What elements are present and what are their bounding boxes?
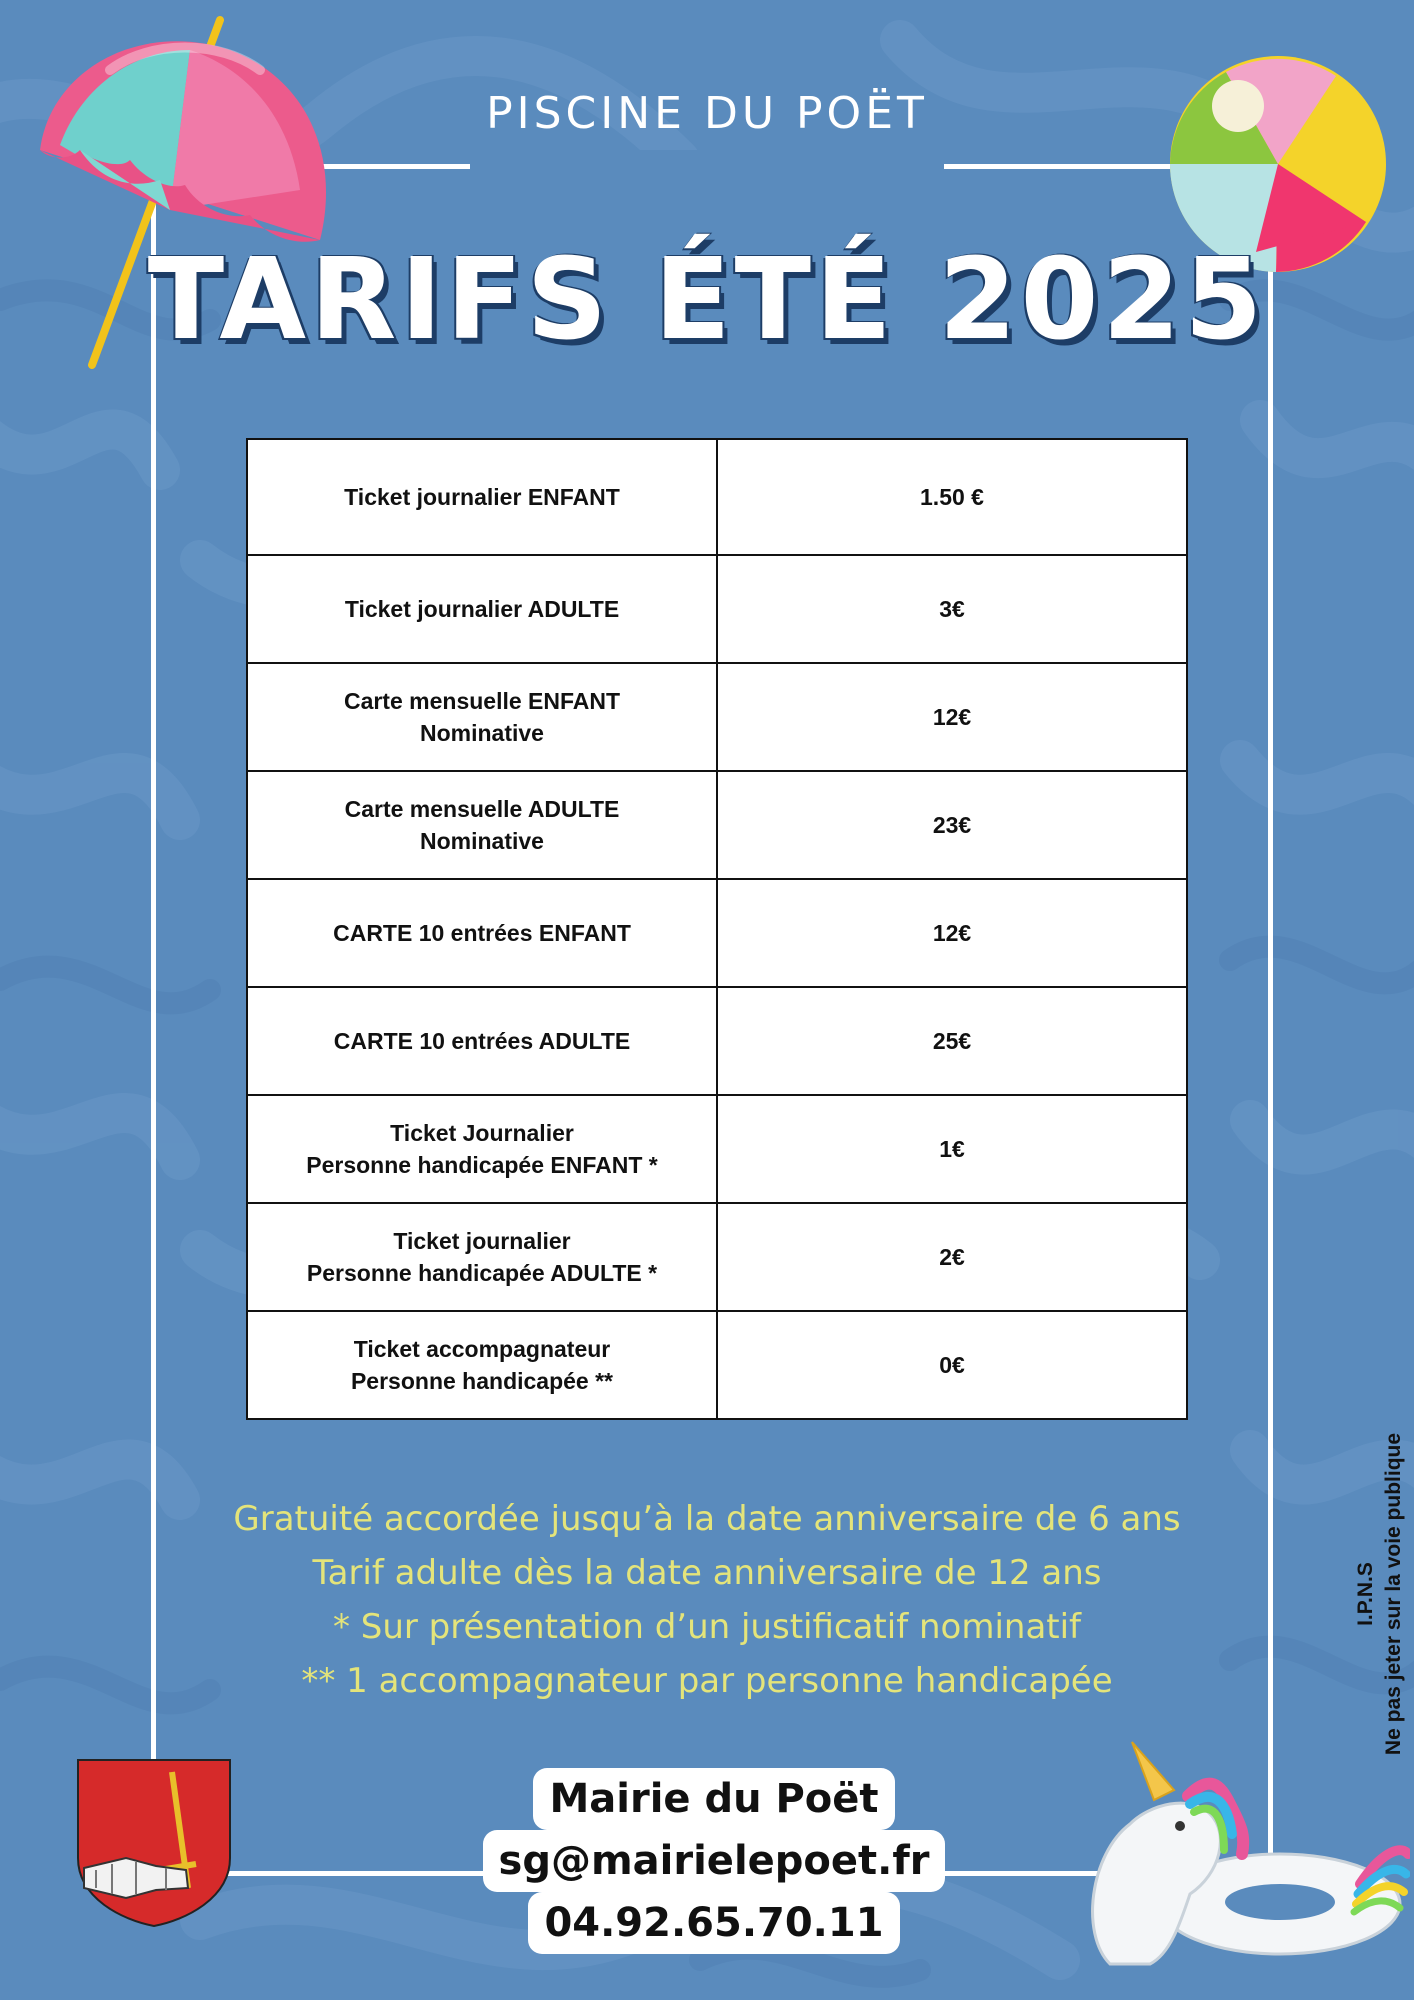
tariff-label-line: Nominative — [420, 720, 544, 746]
note-companion: ** 1 accompagnateur par personne handicapée — [301, 1661, 1113, 1701]
tariff-price: 1€ — [717, 1095, 1187, 1203]
tariff-price: 0€ — [717, 1311, 1187, 1419]
tariff-label — [247, 439, 717, 555]
table-row — [247, 1311, 1187, 1419]
tariff-label-line: Ticket accompagnateur — [353, 1336, 611, 1362]
tariff-price: 1.50 € — [717, 439, 1187, 555]
tariff-label — [247, 1311, 717, 1419]
tariff-label-line: Carte mensuelle ENFANT — [343, 688, 621, 714]
coat-of-arms-icon — [76, 1758, 232, 1928]
tariff-label — [247, 555, 717, 663]
tariff-label — [247, 663, 717, 771]
contact-phone: 04.92.65.70.11 — [528, 1892, 899, 1954]
tariff-label — [247, 1203, 717, 1311]
page-title: TARIFS ÉTÉ 2025 — [147, 235, 1267, 365]
table-row — [247, 663, 1187, 771]
ipns-disposal-note: Ne pas jeter sur la voie publique — [1382, 1432, 1405, 1756]
table-row — [247, 439, 1187, 555]
contact-name: Mairie du Poët — [533, 1768, 894, 1830]
ipns-notice — [1352, 1400, 1408, 1788]
tariff-label-line: CARTE 10 entrées ADULTE — [333, 1028, 631, 1054]
table-row — [247, 1095, 1187, 1203]
tariff-label-line: Personne handicapée ** — [350, 1368, 614, 1394]
tariff-label-line: Ticket journalier ADULTE — [344, 596, 620, 622]
tariff-price: 12€ — [717, 879, 1187, 987]
tariff-label-line: Personne handicapée ENFANT * — [306, 1152, 658, 1178]
table-row — [247, 771, 1187, 879]
note-free-age: Gratuité accordée jusqu’à la date anniversaire de 6 ans — [233, 1499, 1181, 1539]
tariff-price: 23€ — [717, 771, 1187, 879]
table-row — [247, 1203, 1187, 1311]
tariff-label — [247, 1095, 717, 1203]
tariff-price: 25€ — [717, 987, 1187, 1095]
note-adult-age: Tarif adulte dès la date anniversaire de 12 ans — [312, 1553, 1102, 1593]
tariff-label-line: Ticket Journalier — [390, 1120, 574, 1146]
tariff-label — [247, 879, 717, 987]
tariff-price: 2€ — [717, 1203, 1187, 1311]
table-row — [247, 879, 1187, 987]
tariff-label-line: Personne handicapée ADULTE * — [306, 1260, 658, 1286]
tariff-label-line: Ticket journalier — [393, 1228, 571, 1254]
frame-gap — [470, 150, 944, 180]
note-proof: * Sur présentation d’un justificatif nominatif — [332, 1607, 1082, 1647]
contact-email: sg@mairielepoet.fr — [483, 1830, 946, 1892]
tariff-label — [247, 987, 717, 1095]
table-row — [247, 555, 1187, 663]
price-table — [246, 438, 1188, 1420]
tariff-price: 12€ — [717, 663, 1187, 771]
contact-block — [498, 1768, 930, 1954]
tariff-label-line: CARTE 10 entrées ENFANT — [333, 920, 631, 946]
notes-block — [0, 1492, 1414, 1708]
ipns-label: I.P.N.S — [1354, 1562, 1377, 1626]
tariff-label-line: Nominative — [420, 828, 544, 854]
tariff-label — [247, 771, 717, 879]
tariff-label-line: Ticket journalier ENFANT — [344, 484, 620, 510]
pool-name: PISCINE DU POËT — [486, 88, 928, 139]
tariff-label-line: Carte mensuelle ADULTE — [344, 796, 620, 822]
table-row — [247, 987, 1187, 1095]
tariff-price: 3€ — [717, 555, 1187, 663]
